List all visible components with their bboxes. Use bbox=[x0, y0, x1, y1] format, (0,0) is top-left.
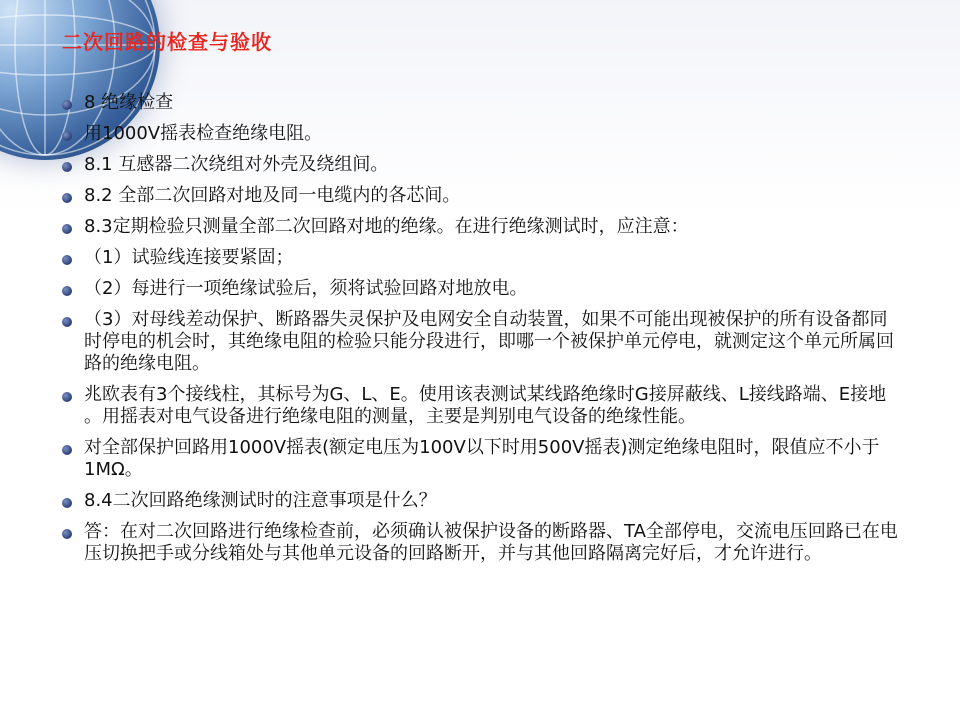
list-item bbox=[62, 154, 902, 176]
bullet-icon bbox=[62, 100, 72, 110]
bullet-icon bbox=[62, 224, 72, 234]
list-item bbox=[62, 247, 902, 269]
bullet-icon bbox=[62, 286, 72, 296]
list-item bbox=[62, 437, 902, 481]
bullet-icon bbox=[62, 255, 72, 265]
list-item-text: 8.4二次回路绝缘测试时的注意事项是什么？ bbox=[84, 490, 437, 511]
list-item-text: （2）每进行一项绝缘试验后，须将试验回路对地放电。 bbox=[84, 278, 528, 299]
list-item-text: 对全部保护回路用1000V摇表(额定电压为100V以下时用500V摇表)测定绝缘电阻时，限值应不小于1MΩ。 bbox=[84, 437, 880, 480]
list-item bbox=[62, 92, 902, 114]
list-item bbox=[62, 123, 902, 145]
list-item-text: 答：在对二次回路进行绝缘检查前，必须确认被保护设备的断路器、TA全部停电，交流电压回路已在电压切换把手或分线箱处与其他单元设备的回路断开，并与其他回路隔离完好后，才允许进行。 bbox=[84, 521, 898, 564]
bullet-icon bbox=[62, 529, 72, 539]
bullet-icon bbox=[62, 193, 72, 203]
list-item bbox=[62, 521, 902, 565]
list-item-text: 兆欧表有3个接线柱，其标号为G、L、E。使用该表测试某线路绝缘时G接屏蔽线、L接线路端、E接地 。用摇表对电气设备进行绝缘电阻的测量，主要是判别电气设备的绝缘性能。 bbox=[84, 384, 887, 427]
bullet-icon bbox=[62, 445, 72, 455]
bullet-list bbox=[62, 92, 902, 574]
list-item-text: 用1000V摇表检查绝缘电阻。 bbox=[84, 123, 323, 144]
bullet-icon bbox=[62, 392, 72, 402]
list-item-text: （3）对母线差动保护、断路器失灵保护及电网安全自动装置，如果不可能出现被保护的所有设备都同时停电的机会时，其绝缘电阻的检验只能分段进行，即哪一个被保护单元停电，就测定这个单元所属回路的绝缘电阻。 bbox=[84, 309, 894, 374]
list-item-text: 8.3定期检验只测量全部二次回路对地的绝缘。在进行绝缘测试时，应注意： bbox=[84, 216, 689, 237]
list-item bbox=[62, 185, 902, 207]
list-item bbox=[62, 216, 902, 238]
list-item-text: 8.1 互感器二次绕组对外壳及绕组间。 bbox=[84, 154, 389, 175]
bullet-icon bbox=[62, 317, 72, 327]
bullet-icon bbox=[62, 131, 72, 141]
slide-title: 二次回路的检查与验收 bbox=[62, 30, 272, 54]
bullet-icon bbox=[62, 498, 72, 508]
list-item-text: 8.2 全部二次回路对地及同一电缆内的各芯间。 bbox=[84, 185, 461, 206]
bullet-icon bbox=[62, 162, 72, 172]
list-item bbox=[62, 384, 902, 428]
list-item bbox=[62, 490, 902, 512]
list-item-text: （1）试验线连接要紧固； bbox=[84, 247, 294, 268]
list-item bbox=[62, 278, 902, 300]
list-item-text: 8 绝缘检查 bbox=[84, 92, 174, 113]
list-item bbox=[62, 309, 902, 375]
